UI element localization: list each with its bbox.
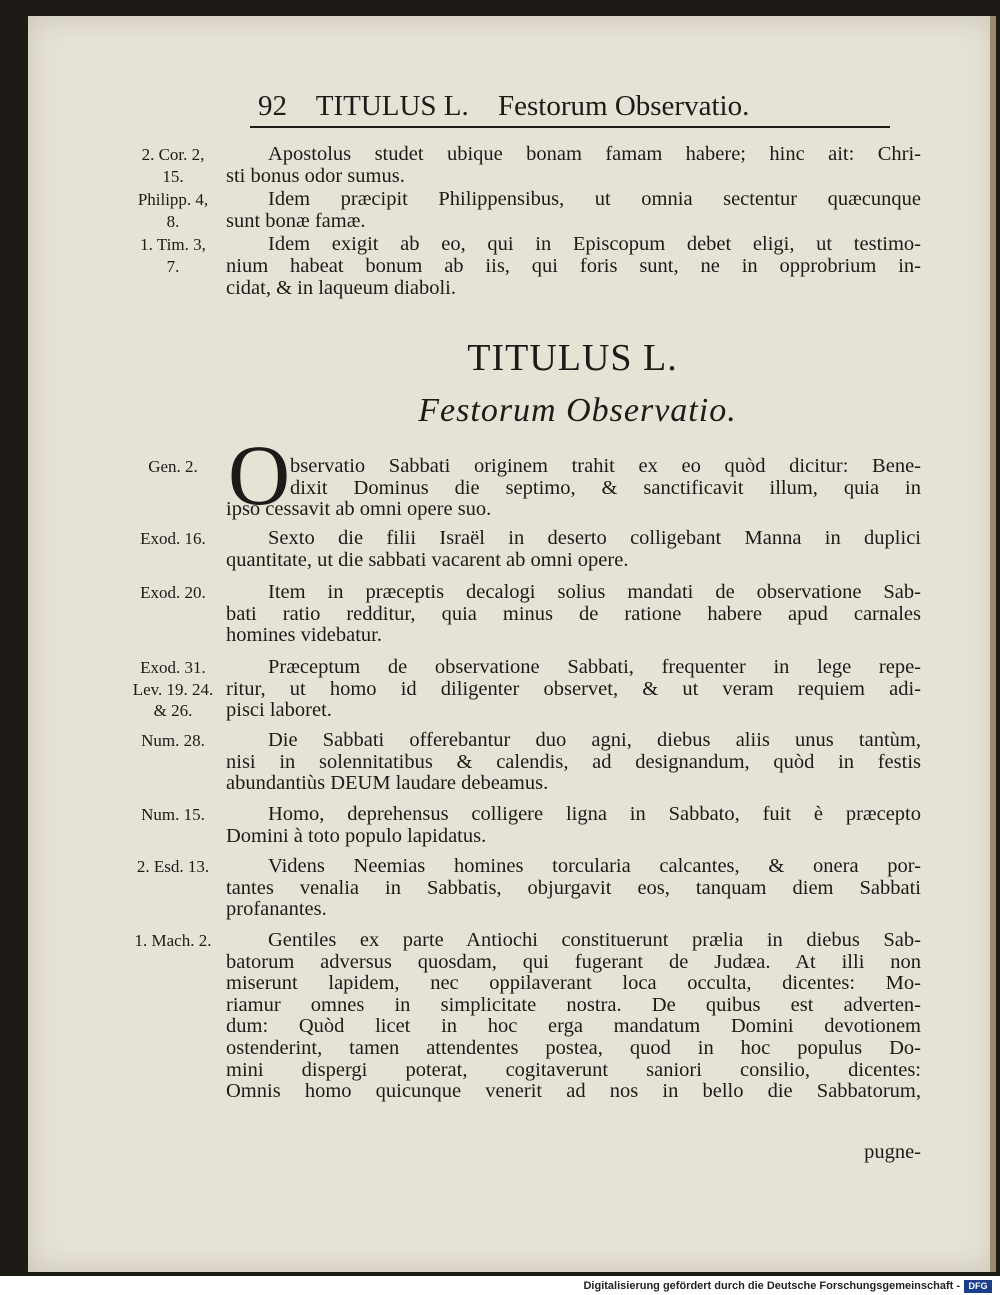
text-line-content: mini dispergi poterat, cogitaverunt saniori consilio, dicentes: [226,1058,921,1081]
funding-credit: Digitalisierung gefördert durch die Deutsche Forschungsgemeinschaft - [583,1280,960,1292]
text-line-content: ipso cessavit ab omni opere suo. [226,498,492,521]
margin-reference-text: Exod. 16. [140,529,206,548]
margin-reference-text: Exod. 20. [140,583,206,602]
text-line-content: dum: Quòd licet in hoc erga mandatum Domini devotionem [226,1015,921,1038]
text-line-content: Præceptum de observatione Sabbati, frequenter in lege repe- [268,656,921,678]
running-title: TITULUS L. [315,90,469,122]
text-line-content: nium habeat bonum ab iis, qui foris sunt, ne in opprobrium in- [226,255,921,277]
page-number: 92 [258,90,287,122]
text-line-content: batorum adversus quosdam, qui fugerant de Judæa. At illi non [226,950,921,973]
running-subject: Festorum Observatio. [498,90,750,122]
text-line-content: Omnis homo quicunque venerit ad nos in bello die Sabbatorum, [226,1080,921,1103]
text-line-content: bservatio Sabbati originem trahit ex eo quòd dicitur: Bene- [290,455,921,477]
margin-reference-text: 2. Cor. 2, [141,145,205,164]
text-line-content: Gentiles ex parte Antiochi constituerunt prælia in diebus Sab- [268,929,921,951]
text-line-content: miserunt lapidem, nec oppilaverant loca occulta, dicentes: Mo- [226,972,921,995]
section-subtitle: Festorum Observatio. [418,392,737,429]
text-line-content: Homo, deprehensus colligere ligna in Sabbato, fuit è præcepto [268,803,921,825]
margin-reference-text: 8. [166,211,180,231]
margin-reference-text: Num. 15. [141,805,205,824]
margin-reference-text: 2. Esd. 13. [136,857,210,876]
text-line-content: abundantiùs DEUM laudare debeamus. [226,772,549,795]
text-line-content: homines videbatur. [226,624,383,647]
text-line-content: profanantes. [226,898,327,921]
margin-reference-text: 15. [162,166,184,186]
text-line-content: cidat, & in laqueum diaboli. [226,276,457,299]
page-edge [990,16,996,1272]
text-line-content: Item in præceptis decalogi solius mandati de observatione Sab- [268,581,921,603]
text-line-content: tantes venalia in Sabbatis, objurgavit eos, tanquam diem Sabbati [226,876,921,899]
margin-reference-text: Exod. 31. [140,658,206,677]
text-line-content: Idem exigit ab eo, qui in Episcopum debet eligi, ut testimo- [268,233,921,256]
text-line-content: Videns Neemias homines torcularia calcantes, & onera por- [268,855,921,877]
margin-reference-text: 7. [166,257,180,276]
text-line-content: sunt bonæ famæ. [226,209,366,232]
text-line-content: pisci laboret. [226,699,332,722]
dfg-logo: DFG [964,1280,992,1293]
text-line-content: Sexto die filii Israël in deserto colligebant Manna in duplici [268,527,921,549]
text-line-content: Apostolus studet ubique bonam famam habere; hinc ait: Chri- [268,143,921,165]
text-line-content: quantitate, ut die sabbati vacarent ab omni opere. [226,548,629,571]
section-title: TITULUS L. [467,337,678,379]
header-rule [250,126,890,128]
drop-capital: O [228,427,291,523]
text-line-content: Domini à toto populo lapidatus. [226,824,487,847]
catchword-text: pugne- [864,1141,921,1163]
margin-reference-text: Lev. 19. 24. [132,679,214,699]
text-line-content: ostenderint, tamen attendentes postea, quod in hoc populus Do- [226,1037,921,1059]
running-head [258,90,898,123]
text-line-content: ritur, ut homo id diligenter observet, & ut veram requiem adi- [226,677,921,700]
text-line-content: dixit Dominus die septimo, & sanctificavit illum, quia in [290,476,921,499]
margin-reference-text: 1. Mach. 2. [134,931,212,950]
footer-bar [0,1279,1000,1295]
text-line-content: riamur omnes in simplicitate nostra. De quibus est adverten- [226,993,921,1016]
text-line-content: nisi in solennitatibus & calendis, ad designandum, quòd in festis [226,750,921,773]
text-line-content: Die Sabbati offerebantur duo agni, diebus aliis unus tantùm, [268,729,921,751]
text-line-content: Idem præcipit Philippensibus, ut omnia sectentur quæcunque [268,188,921,211]
margin-reference-text: & 26. [153,701,193,721]
margin-reference-text: Num. 28. [141,731,205,750]
margin-reference-text: Gen. 2. [148,457,198,476]
text-line-content: sti bonus odor sumus. [226,164,405,187]
text-line-content: bati ratio redditur, quia minus de ratione habere apud carnales [226,602,921,625]
margin-reference-text: 1. Tim. 3, [140,235,206,255]
margin-reference-text: Philipp. 4, [137,190,209,210]
